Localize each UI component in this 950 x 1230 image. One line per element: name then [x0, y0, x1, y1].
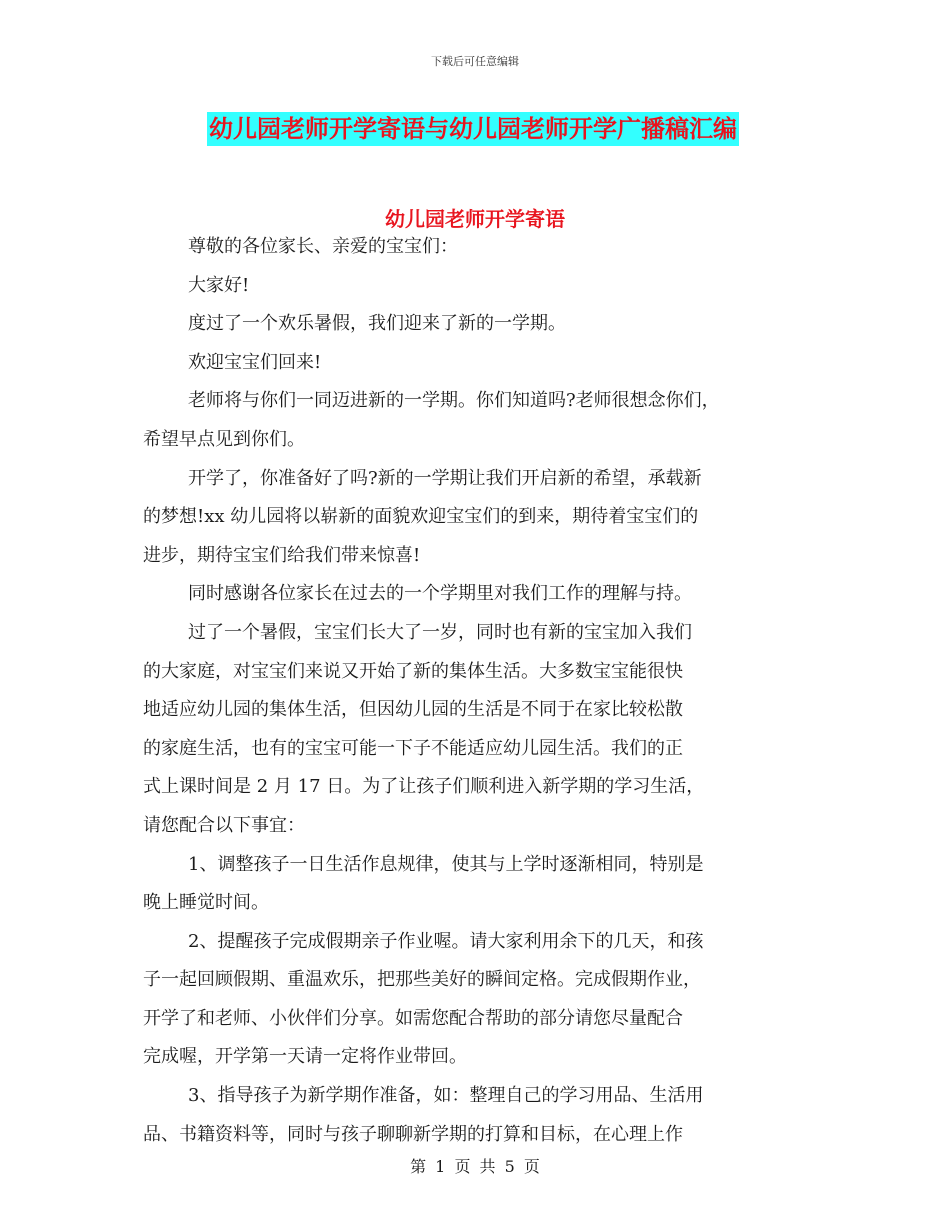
body-line: 过了一个暑假，宝宝们长大了一岁，同时也有新的宝宝加入我们	[188, 621, 692, 643]
body-text	[143, 228, 815, 1154]
body-line: 开学了和老师、小伙伴们分享。如需您配合帮助的部分请您尽量配合	[143, 1007, 683, 1029]
page-footer: 第 1 页 共 5 页	[410, 1157, 540, 1176]
body-line: 完成喔，开学第一天请一定将作业带回。	[143, 1046, 467, 1068]
body-line: 晚上睡觉时间。	[143, 892, 269, 914]
body-line: 请您配合以下事宜：	[143, 814, 305, 836]
body-line: 大家好!	[188, 274, 250, 296]
body-line: 2、提醒孩子完成假期亲子作业喔。请大家利用余下的几天，和孩	[188, 930, 704, 952]
body-line: 3、指导孩子为新学期作准备，如：整理自己的学习用品、生活用	[188, 1085, 704, 1107]
body-line: 进步，期待宝宝们给我们带来惊喜!	[143, 544, 421, 566]
body-line: 的大家庭，对宝宝们来说又开始了新的集体生活。大多数宝宝能很快	[143, 660, 683, 682]
body-line: 尊敬的各位家长、亲爱的宝宝们：	[188, 236, 458, 257]
document-title: 幼儿园老师开学寄语与幼儿园老师开学广播稿汇编	[207, 112, 739, 146]
body-line: 地适应幼儿园的集体生活，但因幼儿园的生活是不同于在家比较松散	[143, 699, 683, 721]
body-line: 老师将与你们一同迈进新的一学期。你们知道吗?老师很想念你们，	[188, 390, 720, 412]
body-line: 的梦想!xx 幼儿园将以崭新的面貌欢迎宝宝们的到来，期待着宝宝们的	[143, 506, 699, 528]
body-line: 度过了一个欢乐暑假，我们迎来了新的一学期。	[188, 313, 566, 335]
body-line: 品、书籍资料等，同时与孩子聊聊新学期的打算和目标，在心理上作	[143, 1123, 683, 1145]
body-line: 欢迎宝宝们回来!	[188, 351, 322, 373]
body-line: 开学了，你准备好了吗?新的一学期让我们开启新的希望，承载新	[188, 467, 702, 489]
body-line: 同时感谢各位家长在过去的一个学期里对我们工作的理解与持。	[188, 583, 692, 605]
body-line: 子一起回顾假期、重温欢乐，把那些美好的瞬间定格。完成假期作业，	[143, 969, 701, 991]
header-note: 下载后可任意编辑	[431, 55, 519, 68]
body-line: 式上课时间是 2 月 17 日。为了让孩子们顺利进入新学期的学习生活，	[143, 776, 705, 798]
body-line: 希望早点见到你们。	[143, 428, 305, 450]
body-line: 1、调整孩子一日生活作息规律，使其与上学时逐渐相同，特别是	[188, 853, 704, 875]
body-line: 的家庭生活，也有的宝宝可能一下子不能适应幼儿园生活。我们的正	[143, 737, 683, 759]
section-title: 幼儿园老师开学寄语	[385, 207, 565, 231]
